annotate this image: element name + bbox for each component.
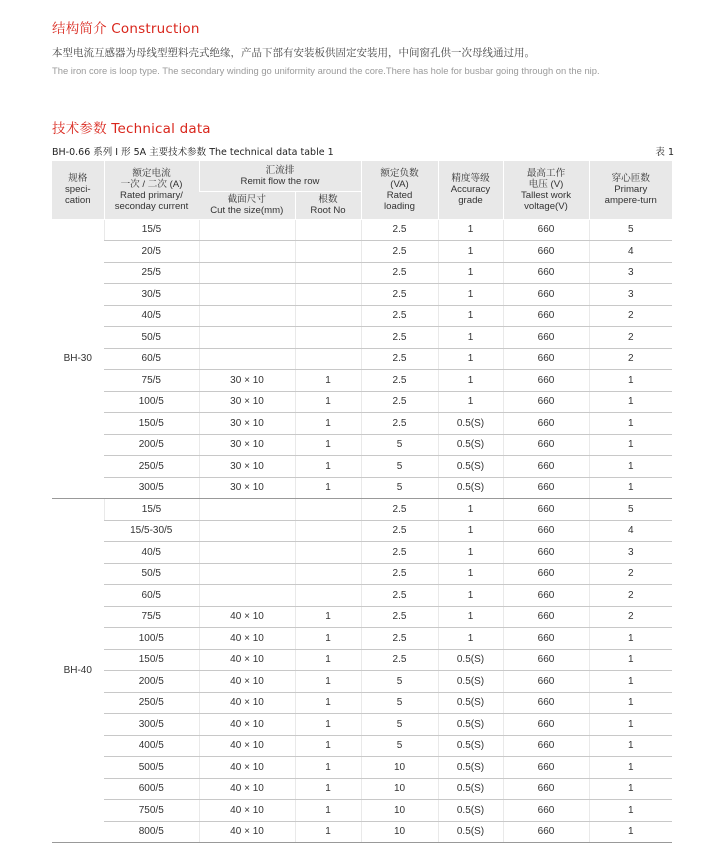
accuracy-cell: 0.5(S) <box>438 413 503 435</box>
primary-turns-cell: 2 <box>589 327 672 349</box>
table-row <box>52 606 672 628</box>
accuracy-cell: 1 <box>438 628 503 650</box>
primary-turns-cell: 1 <box>589 671 672 693</box>
root-no-cell: 1 <box>295 735 361 757</box>
table-row <box>52 499 672 521</box>
table-row <box>52 456 672 478</box>
rated-load-cell: 5 <box>361 671 438 693</box>
primary-turns-cell: 1 <box>589 456 672 478</box>
construction-text-cn: 本型电流互感器为母线型塑料壳式绝缘，产品下部有安装板供固定安装用，中间窗孔供一次母线通过用。 <box>52 47 535 59</box>
cut-size-cell: 30 × 10 <box>199 413 295 435</box>
accuracy-cell: 1 <box>438 370 503 392</box>
table-number: 表 1 <box>655 147 674 158</box>
rated-current-cell: 600/5 <box>104 778 199 800</box>
table-row <box>52 628 672 650</box>
rated-current-cell: 150/5 <box>104 413 199 435</box>
voltage-cell: 660 <box>503 241 589 263</box>
rated-load-cell: 5 <box>361 477 438 499</box>
table-row <box>52 649 672 671</box>
root-no-cell <box>295 305 361 327</box>
root-no-cell: 1 <box>295 800 361 822</box>
accuracy-cell: 1 <box>438 348 503 370</box>
rated-current-cell: 15/5 <box>104 499 199 521</box>
cut-size-cell: 30 × 10 <box>199 434 295 456</box>
root-no-cell: 1 <box>295 649 361 671</box>
rated-load-cell: 2.5 <box>361 327 438 349</box>
rated-load-cell: 2.5 <box>361 499 438 521</box>
rated-current-cell: 100/5 <box>104 391 199 413</box>
rated-current-cell: 250/5 <box>104 456 199 478</box>
cut-size-cell: 40 × 10 <box>199 757 295 779</box>
cut-size-cell: 30 × 10 <box>199 391 295 413</box>
root-no-cell <box>295 241 361 263</box>
voltage-cell: 660 <box>503 585 589 607</box>
table-row <box>52 391 672 413</box>
accuracy-cell: 0.5(S) <box>438 434 503 456</box>
rated-load-cell: 10 <box>361 757 438 779</box>
accuracy-cell: 0.5(S) <box>438 757 503 779</box>
accuracy-cell: 1 <box>438 606 503 628</box>
voltage-cell: 660 <box>503 563 589 585</box>
root-no-cell <box>295 219 361 241</box>
table-row <box>52 778 672 800</box>
table-row <box>52 241 672 263</box>
rated-load-cell: 5 <box>361 735 438 757</box>
primary-turns-cell: 1 <box>589 628 672 650</box>
rated-load-cell: 2.5 <box>361 606 438 628</box>
voltage-cell: 660 <box>503 370 589 392</box>
rated-current-cell: 60/5 <box>104 585 199 607</box>
rated-load-cell: 2.5 <box>361 391 438 413</box>
root-no-cell: 1 <box>295 778 361 800</box>
root-no-cell <box>295 542 361 564</box>
rated-load-cell: 5 <box>361 456 438 478</box>
primary-turns-cell: 2 <box>589 585 672 607</box>
rated-current-cell: 40/5 <box>104 542 199 564</box>
cut-size-cell <box>199 262 295 284</box>
voltage-cell: 660 <box>503 305 589 327</box>
accuracy-cell: 1 <box>438 305 503 327</box>
cut-size-cell <box>199 327 295 349</box>
voltage-cell: 660 <box>503 649 589 671</box>
primary-turns-cell: 1 <box>589 692 672 714</box>
rated-load-cell: 2.5 <box>361 348 438 370</box>
table-row <box>52 413 672 435</box>
voltage-cell: 660 <box>503 391 589 413</box>
voltage-cell: 660 <box>503 284 589 306</box>
cut-size-cell: 40 × 10 <box>199 628 295 650</box>
rated-load-cell: 10 <box>361 821 438 843</box>
cut-size-cell <box>199 520 295 542</box>
root-no-cell: 1 <box>295 370 361 392</box>
rated-load-cell: 5 <box>361 714 438 736</box>
rated-load-cell: 2.5 <box>361 219 438 241</box>
voltage-cell: 660 <box>503 714 589 736</box>
table-row <box>52 735 672 757</box>
root-no-cell <box>295 499 361 521</box>
rated-current-cell: 800/5 <box>104 821 199 843</box>
rated-current-cell: 150/5 <box>104 649 199 671</box>
table-row <box>52 542 672 564</box>
table-row <box>52 520 672 542</box>
rated-load-cell: 2.5 <box>361 262 438 284</box>
rated-current-cell: 30/5 <box>104 284 199 306</box>
primary-turns-cell: 2 <box>589 305 672 327</box>
cut-size-cell <box>199 563 295 585</box>
accuracy-cell: 1 <box>438 241 503 263</box>
rated-current-cell: 15/5 <box>104 219 199 241</box>
root-no-cell: 1 <box>295 671 361 693</box>
rated-current-cell: 25/5 <box>104 262 199 284</box>
root-no-cell: 1 <box>295 628 361 650</box>
cut-size-cell: 40 × 10 <box>199 778 295 800</box>
root-no-cell: 1 <box>295 456 361 478</box>
technical-data-table <box>52 161 672 843</box>
primary-turns-cell: 1 <box>589 413 672 435</box>
accuracy-cell: 1 <box>438 542 503 564</box>
table-row <box>52 821 672 843</box>
accuracy-cell: 0.5(S) <box>438 477 503 499</box>
accuracy-cell: 0.5(S) <box>438 692 503 714</box>
rated-current-cell: 60/5 <box>104 348 199 370</box>
header-rated-load: 额定负数 (VA) Rated loading <box>361 161 438 219</box>
accuracy-cell: 1 <box>438 262 503 284</box>
accuracy-cell: 1 <box>438 391 503 413</box>
primary-turns-cell: 5 <box>589 219 672 241</box>
root-no-cell: 1 <box>295 434 361 456</box>
voltage-cell: 660 <box>503 219 589 241</box>
voltage-cell: 660 <box>503 735 589 757</box>
rated-load-cell: 5 <box>361 434 438 456</box>
rated-load-cell: 10 <box>361 800 438 822</box>
cut-size-cell <box>199 241 295 263</box>
accuracy-cell: 0.5(S) <box>438 649 503 671</box>
accuracy-cell: 1 <box>438 520 503 542</box>
root-no-cell: 1 <box>295 714 361 736</box>
accuracy-cell: 0.5(S) <box>438 778 503 800</box>
cut-size-cell: 30 × 10 <box>199 456 295 478</box>
accuracy-cell: 1 <box>438 499 503 521</box>
rated-current-cell: 200/5 <box>104 434 199 456</box>
accuracy-cell: 0.5(S) <box>438 714 503 736</box>
primary-turns-cell: 2 <box>589 348 672 370</box>
rated-current-cell: 15/5-30/5 <box>104 520 199 542</box>
voltage-cell: 660 <box>503 348 589 370</box>
root-no-cell <box>295 520 361 542</box>
root-no-cell <box>295 348 361 370</box>
primary-turns-cell: 1 <box>589 434 672 456</box>
voltage-cell: 660 <box>503 606 589 628</box>
voltage-cell: 660 <box>503 456 589 478</box>
cut-size-cell: 40 × 10 <box>199 606 295 628</box>
table-header <box>52 161 672 219</box>
accuracy-cell: 1 <box>438 284 503 306</box>
rated-current-cell: 300/5 <box>104 714 199 736</box>
voltage-cell: 660 <box>503 499 589 521</box>
primary-turns-cell: 1 <box>589 370 672 392</box>
rated-load-cell: 2.5 <box>361 520 438 542</box>
primary-turns-cell: 1 <box>589 649 672 671</box>
accuracy-cell: 1 <box>438 327 503 349</box>
cut-size-cell <box>199 219 295 241</box>
primary-turns-cell: 2 <box>589 563 672 585</box>
primary-turns-cell: 1 <box>589 757 672 779</box>
accuracy-cell: 1 <box>438 219 503 241</box>
root-no-cell: 1 <box>295 391 361 413</box>
model-cell: BH-40 <box>52 499 104 843</box>
root-no-cell: 1 <box>295 413 361 435</box>
table-caption: BH-0.66 系列 I 形 5A 主要技术参数 The technical data table 1 <box>52 147 334 158</box>
construction-heading: 结构简介 Construction <box>52 21 200 37</box>
primary-turns-cell: 3 <box>589 284 672 306</box>
cut-size-cell: 40 × 10 <box>199 735 295 757</box>
table-row <box>52 692 672 714</box>
rated-load-cell: 2.5 <box>361 284 438 306</box>
rated-load-cell: 2.5 <box>361 370 438 392</box>
rated-current-cell: 250/5 <box>104 692 199 714</box>
voltage-cell: 660 <box>503 671 589 693</box>
root-no-cell <box>295 284 361 306</box>
voltage-cell: 660 <box>503 262 589 284</box>
rated-load-cell: 2.5 <box>361 413 438 435</box>
voltage-cell: 660 <box>503 821 589 843</box>
rated-current-cell: 500/5 <box>104 757 199 779</box>
rated-current-cell: 750/5 <box>104 800 199 822</box>
header-rated-current: 额定电流 一次 / 二次 (A) Rated primary/ seconday current <box>104 161 199 219</box>
table-row <box>52 284 672 306</box>
root-no-cell: 1 <box>295 477 361 499</box>
root-no-cell: 1 <box>295 757 361 779</box>
table-row <box>52 305 672 327</box>
accuracy-cell: 0.5(S) <box>438 821 503 843</box>
rated-current-cell: 75/5 <box>104 370 199 392</box>
header-primary-turns: 穿心匝数 Primary ampere-turn <box>589 161 672 219</box>
primary-turns-cell: 2 <box>589 606 672 628</box>
root-no-cell <box>295 327 361 349</box>
primary-turns-cell: 1 <box>589 391 672 413</box>
voltage-cell: 660 <box>503 800 589 822</box>
cut-size-cell <box>199 284 295 306</box>
table-row <box>52 348 672 370</box>
rated-load-cell: 5 <box>361 692 438 714</box>
table-row <box>52 714 672 736</box>
cut-size-cell: 40 × 10 <box>199 714 295 736</box>
accuracy-cell: 0.5(S) <box>438 800 503 822</box>
rated-load-cell: 10 <box>361 778 438 800</box>
cut-size-cell <box>199 499 295 521</box>
voltage-cell: 660 <box>503 413 589 435</box>
primary-turns-cell: 1 <box>589 477 672 499</box>
voltage-cell: 660 <box>503 628 589 650</box>
accuracy-cell: 0.5(S) <box>438 456 503 478</box>
accuracy-cell: 1 <box>438 563 503 585</box>
cut-size-cell: 40 × 10 <box>199 692 295 714</box>
rated-current-cell: 40/5 <box>104 305 199 327</box>
rated-current-cell: 200/5 <box>104 671 199 693</box>
model-cell: BH-30 <box>52 219 104 499</box>
rated-load-cell: 2.5 <box>361 585 438 607</box>
table-row <box>52 370 672 392</box>
primary-turns-cell: 1 <box>589 714 672 736</box>
primary-turns-cell: 5 <box>589 499 672 521</box>
primary-turns-cell: 1 <box>589 778 672 800</box>
primary-turns-cell: 4 <box>589 241 672 263</box>
table-row <box>52 800 672 822</box>
table-row <box>52 477 672 499</box>
header-voltage: 最高工作 电压 (V) Tallest work voltage(V) <box>503 161 589 219</box>
rated-load-cell: 2.5 <box>361 305 438 327</box>
rated-current-cell: 75/5 <box>104 606 199 628</box>
rated-current-cell: 300/5 <box>104 477 199 499</box>
primary-turns-cell: 1 <box>589 735 672 757</box>
root-no-cell <box>295 262 361 284</box>
table-row <box>52 671 672 693</box>
table-row <box>52 327 672 349</box>
voltage-cell: 660 <box>503 520 589 542</box>
primary-turns-cell: 1 <box>589 800 672 822</box>
voltage-cell: 660 <box>503 692 589 714</box>
table-row <box>52 262 672 284</box>
voltage-cell: 660 <box>503 434 589 456</box>
rated-load-cell: 2.5 <box>361 241 438 263</box>
rated-load-cell: 2.5 <box>361 649 438 671</box>
table-row <box>52 585 672 607</box>
primary-turns-cell: 3 <box>589 542 672 564</box>
table-row <box>52 434 672 456</box>
rated-load-cell: 2.5 <box>361 628 438 650</box>
voltage-cell: 660 <box>503 327 589 349</box>
cut-size-cell <box>199 542 295 564</box>
construction-text-en: The iron core is loop type. The secondary winding go uniformity around the core.There has hole for busbar going through on the nip. <box>52 65 600 76</box>
root-no-cell: 1 <box>295 692 361 714</box>
header-cut-size: 截面尺寸 Cut the size(mm) <box>199 191 295 219</box>
voltage-cell: 660 <box>503 542 589 564</box>
rated-current-cell: 400/5 <box>104 735 199 757</box>
primary-turns-cell: 1 <box>589 821 672 843</box>
root-no-cell: 1 <box>295 606 361 628</box>
rated-load-cell: 2.5 <box>361 542 438 564</box>
voltage-cell: 660 <box>503 757 589 779</box>
technical-data-heading: 技术参数 Technical data <box>52 121 211 137</box>
root-no-cell <box>295 563 361 585</box>
root-no-cell: 1 <box>295 821 361 843</box>
rated-load-cell: 2.5 <box>361 563 438 585</box>
primary-turns-cell: 3 <box>589 262 672 284</box>
accuracy-cell: 0.5(S) <box>438 735 503 757</box>
cut-size-cell: 30 × 10 <box>199 477 295 499</box>
rated-current-cell: 50/5 <box>104 327 199 349</box>
cut-size-cell: 30 × 10 <box>199 370 295 392</box>
header-busbar: 汇流排 Remit flow the row <box>199 161 361 191</box>
cut-size-cell <box>199 305 295 327</box>
header-root-no: 根数 Root No <box>295 191 361 219</box>
root-no-cell <box>295 585 361 607</box>
cut-size-cell: 40 × 10 <box>199 821 295 843</box>
accuracy-cell: 0.5(S) <box>438 671 503 693</box>
accuracy-cell: 1 <box>438 585 503 607</box>
header-model: 规格 speci- cation <box>52 161 104 219</box>
table-row <box>52 219 672 241</box>
rated-current-cell: 100/5 <box>104 628 199 650</box>
voltage-cell: 660 <box>503 778 589 800</box>
header-accuracy: 精度等级 Accuracy grade <box>438 161 503 219</box>
cut-size-cell: 40 × 10 <box>199 671 295 693</box>
table-row <box>52 563 672 585</box>
cut-size-cell: 40 × 10 <box>199 800 295 822</box>
table-row <box>52 757 672 779</box>
voltage-cell: 660 <box>503 477 589 499</box>
cut-size-cell <box>199 585 295 607</box>
rated-current-cell: 50/5 <box>104 563 199 585</box>
primary-turns-cell: 4 <box>589 520 672 542</box>
rated-current-cell: 20/5 <box>104 241 199 263</box>
table-body <box>52 219 672 843</box>
cut-size-cell: 40 × 10 <box>199 649 295 671</box>
cut-size-cell <box>199 348 295 370</box>
